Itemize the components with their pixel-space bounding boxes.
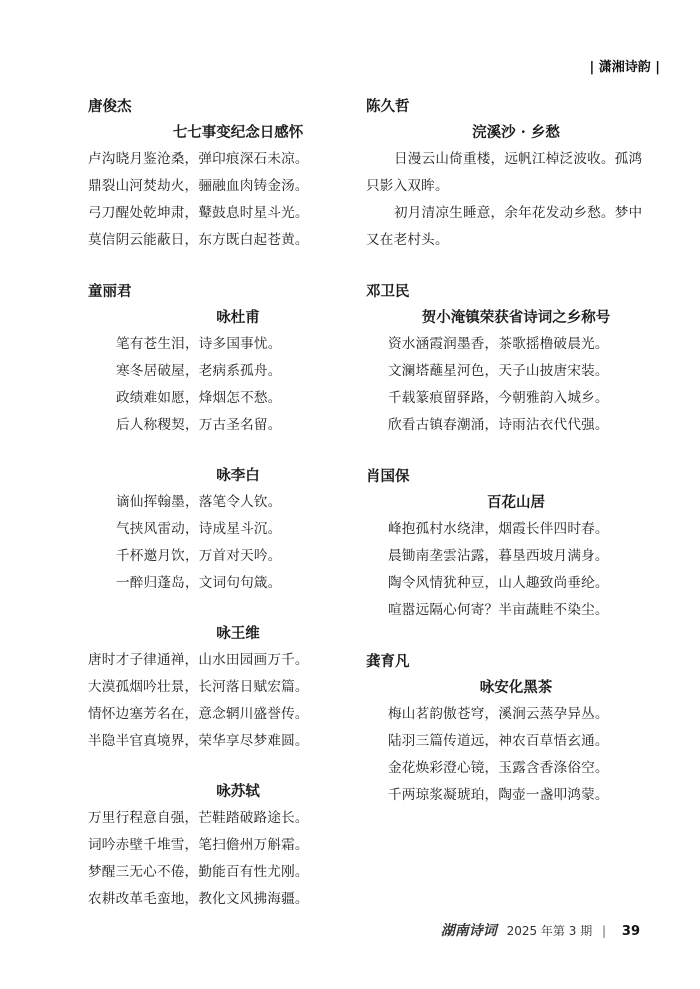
poem-block bbox=[366, 96, 666, 281]
issue-label: 2025 年第 3 期 bbox=[506, 924, 593, 938]
page-footer bbox=[441, 920, 640, 940]
poem-paragraph: 日漫云山倚重楼，远帆江棹泛波收。孤鸿只影入双眸。 bbox=[366, 151, 643, 194]
poem-line: 后人称稷契，万古圣名留。 bbox=[116, 417, 282, 433]
poem-line: 政绩难如愿，烽烟怎不愁。 bbox=[116, 390, 282, 406]
poem-block bbox=[88, 281, 388, 461]
poem-line: 农耕改革毛蛮地，教化文风拂海疆。 bbox=[88, 891, 309, 907]
poem-author: 龚育凡 bbox=[366, 654, 410, 670]
poem-line: 峰抱孤村水绕津，烟霞长伴四时春。 bbox=[388, 521, 609, 537]
poem-title: 咏李白 bbox=[216, 467, 260, 484]
poem-author: 童丽君 bbox=[88, 284, 132, 300]
poem-block bbox=[88, 463, 388, 619]
section-tag: | 潇湘诗韵 | bbox=[589, 60, 660, 75]
poem-title: 咏苏轼 bbox=[216, 783, 260, 800]
poem-line: 文澜塔蘸星河色，天子山披唐宋装。 bbox=[388, 363, 609, 379]
poem-paragraphs bbox=[366, 146, 650, 254]
poem-lines bbox=[366, 331, 650, 439]
poem-author: 邓卫民 bbox=[366, 284, 410, 300]
poem-title: 贺小淹镇荣获省诗词之乡称号 bbox=[421, 309, 611, 326]
poem-block bbox=[88, 96, 388, 281]
poem-title: 百花山居 bbox=[487, 494, 545, 511]
poem-line: 莫信阴云能蔽日，东方既白起苍黄。 bbox=[88, 232, 309, 248]
poem-line: 谪仙挥翰墨，落笔令人钦。 bbox=[116, 494, 282, 510]
poem-line: 笔有苍生泪，诗多国事忧。 bbox=[116, 336, 282, 352]
poem-line: 弓刀醒处乾坤肃，鼙鼓息时星斗光。 bbox=[88, 205, 309, 221]
poem-block bbox=[366, 281, 666, 466]
poem-line: 陶令风情犹种豆，山人趣致尚垂纶。 bbox=[388, 575, 609, 591]
poem-lines bbox=[88, 647, 388, 755]
poem-title: 咏杜甫 bbox=[216, 309, 260, 326]
poem-line: 唐时才子律通禅，山水田园画万千。 bbox=[88, 652, 309, 668]
poem-line: 千两琼浆凝琥珀，陶壶一盏叩鸿蒙。 bbox=[388, 787, 609, 803]
page-number: 39 bbox=[621, 924, 640, 939]
poem-line: 金花焕彩澄心镜，玉露含香涤俗空。 bbox=[388, 760, 609, 776]
poem-title: 咏王维 bbox=[216, 625, 260, 642]
left-column bbox=[88, 96, 388, 913]
poem-title: 浣溪沙 · 乡愁 bbox=[472, 124, 560, 141]
right-column bbox=[366, 96, 666, 809]
poem-line: 陆羽三篇传道远，神农百草悟玄通。 bbox=[388, 733, 609, 749]
poem-line: 一醉归蓬岛，文词句句箴。 bbox=[116, 575, 282, 591]
poem-line: 半隐半官真境界，荣华享尽梦难圆。 bbox=[88, 733, 309, 749]
poem-line: 词吟赤壁千堆雪，笔扫儋州万斛霜。 bbox=[88, 837, 309, 853]
poem-line: 梦醒三无心不倦，勤能百有性尤刚。 bbox=[88, 864, 309, 880]
poem-line: 千杯邀月饮，万首对天吟。 bbox=[116, 548, 282, 564]
poem-line: 资水涵霞润墨香，茶歌摇橹破晨光。 bbox=[388, 336, 609, 352]
poem-block bbox=[366, 466, 666, 651]
poem-author: 陈久哲 bbox=[366, 99, 410, 115]
poem-lines bbox=[366, 701, 650, 809]
poem-line: 情怀边塞芳名在，意念辋川盛誉传。 bbox=[88, 706, 309, 722]
footer-divider: | bbox=[602, 924, 607, 938]
poem-title: 咏安化黑茶 bbox=[479, 679, 553, 696]
poem-title: 七七事变纪念日感怀 bbox=[172, 124, 304, 141]
poem-block bbox=[366, 651, 666, 809]
poem-line: 千载篆痕留驿路，今朝雅韵入城乡。 bbox=[388, 390, 609, 406]
magazine-logo: 湖南诗词 bbox=[440, 923, 497, 939]
poem-line: 卢沟晓月鉴沧桑，弹印痕深石未凉。 bbox=[88, 151, 309, 167]
poem-lines bbox=[366, 516, 650, 624]
poem-line: 大漠孤烟吟壮景，长河落日赋宏篇。 bbox=[88, 679, 309, 695]
poem-lines bbox=[88, 805, 388, 913]
poem-lines bbox=[88, 331, 388, 439]
poem-paragraph: 初月清凉生睡意，余年花发动乡愁。梦中又在老村头。 bbox=[366, 205, 643, 248]
poem-line: 万里行程意自强，芒鞋踏破路途长。 bbox=[88, 810, 309, 826]
poem-line: 梅山茗韵傲苍穹，溪涧云蒸孕异丛。 bbox=[388, 706, 609, 722]
poem-lines bbox=[88, 146, 388, 254]
poem-author: 唐俊杰 bbox=[88, 99, 132, 115]
poem-line: 气挟风雷动，诗成星斗沉。 bbox=[116, 521, 282, 537]
poem-block bbox=[88, 621, 388, 777]
poem-lines bbox=[88, 489, 388, 597]
poem-block bbox=[88, 779, 388, 913]
poem-line: 鼎裂山河焚劫火，骊融血肉铸金汤。 bbox=[88, 178, 309, 194]
poem-line: 晨锄南垄雲沾露，暮垦西坡月满身。 bbox=[388, 548, 609, 564]
poem-author: 肖国保 bbox=[366, 469, 410, 485]
poem-line: 欣看古镇春潮涌，诗雨沾衣代代强。 bbox=[388, 417, 609, 433]
poem-line: 寒冬居破屋，老病系孤舟。 bbox=[116, 363, 282, 379]
poem-line: 喧嚣远隔心何寄？半亩蔬畦不染尘。 bbox=[388, 602, 609, 618]
